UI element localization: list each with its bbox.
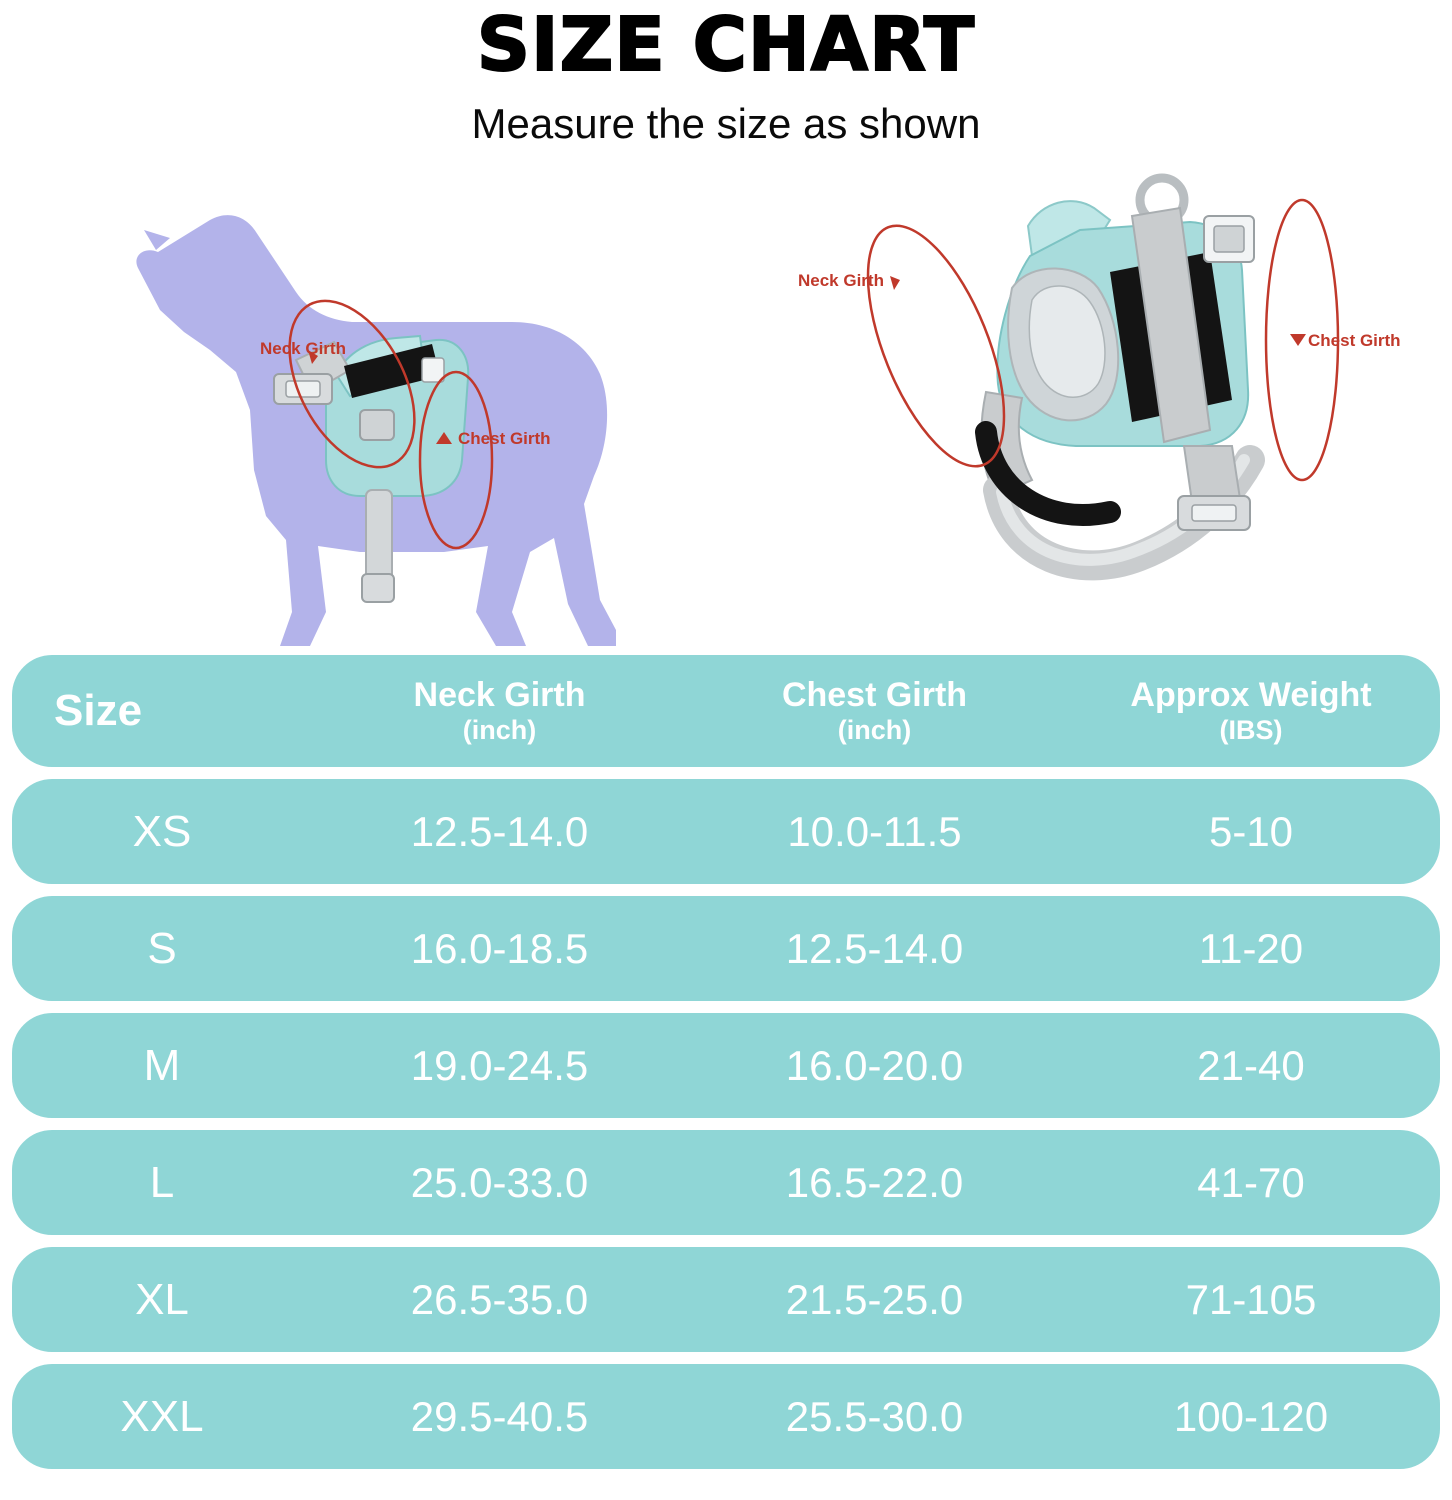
dog-silhouette-figure	[60, 160, 660, 660]
column-header-approx-weight-label: Approx Weight	[1130, 676, 1372, 715]
column-header-approx-weight-unit: (IBS)	[1219, 714, 1283, 745]
cell-neck-girth: 19.0-24.5	[410, 1041, 589, 1089]
cell-chest-girth: 16.5-22.0	[785, 1158, 964, 1206]
table-row	[12, 1247, 1440, 1352]
chart-header	[0, 0, 1452, 148]
table-row	[12, 896, 1440, 1001]
cell-neck-girth: 26.5-35.0	[410, 1275, 589, 1323]
cell-neck-girth: 12.5-14.0	[410, 807, 589, 855]
cell-size: M	[143, 1040, 181, 1090]
cell-chest-girth: 25.5-30.0	[785, 1392, 964, 1440]
cell-size: XXL	[120, 1391, 204, 1441]
page-subtitle: Measure the size as shown	[471, 100, 981, 147]
chest-girth-label: Chest Girth	[1308, 331, 1401, 350]
neck-girth-label: Neck Girth	[260, 339, 346, 358]
column-header-neck-girth-unit: (inch)	[462, 714, 537, 745]
cell-approx-weight: 5-10	[1208, 807, 1294, 855]
cell-chest-girth: 21.5-25.0	[785, 1275, 964, 1323]
column-header-chest-girth-label: Chest Girth	[781, 676, 968, 715]
cell-approx-weight: 21-40	[1197, 1041, 1305, 1089]
size-chart-table	[12, 655, 1440, 1481]
table-row	[12, 1013, 1440, 1118]
cell-neck-girth: 16.0-18.5	[410, 924, 589, 972]
cell-approx-weight: 11-20	[1198, 924, 1304, 972]
cell-chest-girth: 16.0-20.0	[785, 1041, 964, 1089]
page-title: SIZE CHART	[476, 2, 976, 88]
cell-approx-weight: 71-105	[1185, 1275, 1317, 1323]
column-header-approx-weight	[1062, 677, 1440, 745]
chest-girth-label: Chest Girth	[458, 429, 551, 448]
column-header-size: Size	[54, 686, 143, 736]
table-row	[12, 779, 1440, 884]
cell-chest-girth: 10.0-11.5	[787, 807, 962, 855]
cell-neck-girth: 29.5-40.5	[410, 1392, 589, 1440]
cell-approx-weight: 41-70	[1197, 1158, 1305, 1206]
table-row	[12, 1130, 1440, 1235]
table-header-row	[12, 655, 1440, 767]
cell-size: S	[147, 923, 177, 973]
cell-chest-girth: 12.5-14.0	[785, 924, 964, 972]
cell-size: L	[149, 1157, 175, 1207]
cell-neck-girth: 25.0-33.0	[410, 1158, 589, 1206]
neck-girth-label: Neck Girth	[798, 271, 884, 290]
cell-size: XL	[135, 1274, 189, 1324]
illustration-area	[0, 160, 1452, 670]
cell-approx-weight: 100-120	[1173, 1392, 1329, 1440]
column-header-neck-girth-label: Neck Girth	[413, 676, 586, 715]
harness-product-figure	[780, 160, 1420, 660]
table-row	[12, 1364, 1440, 1469]
column-header-neck-girth	[312, 677, 687, 745]
column-header-chest-girth-unit: (inch)	[837, 714, 912, 745]
column-header-chest-girth	[687, 677, 1062, 745]
cell-size: XS	[132, 806, 192, 856]
